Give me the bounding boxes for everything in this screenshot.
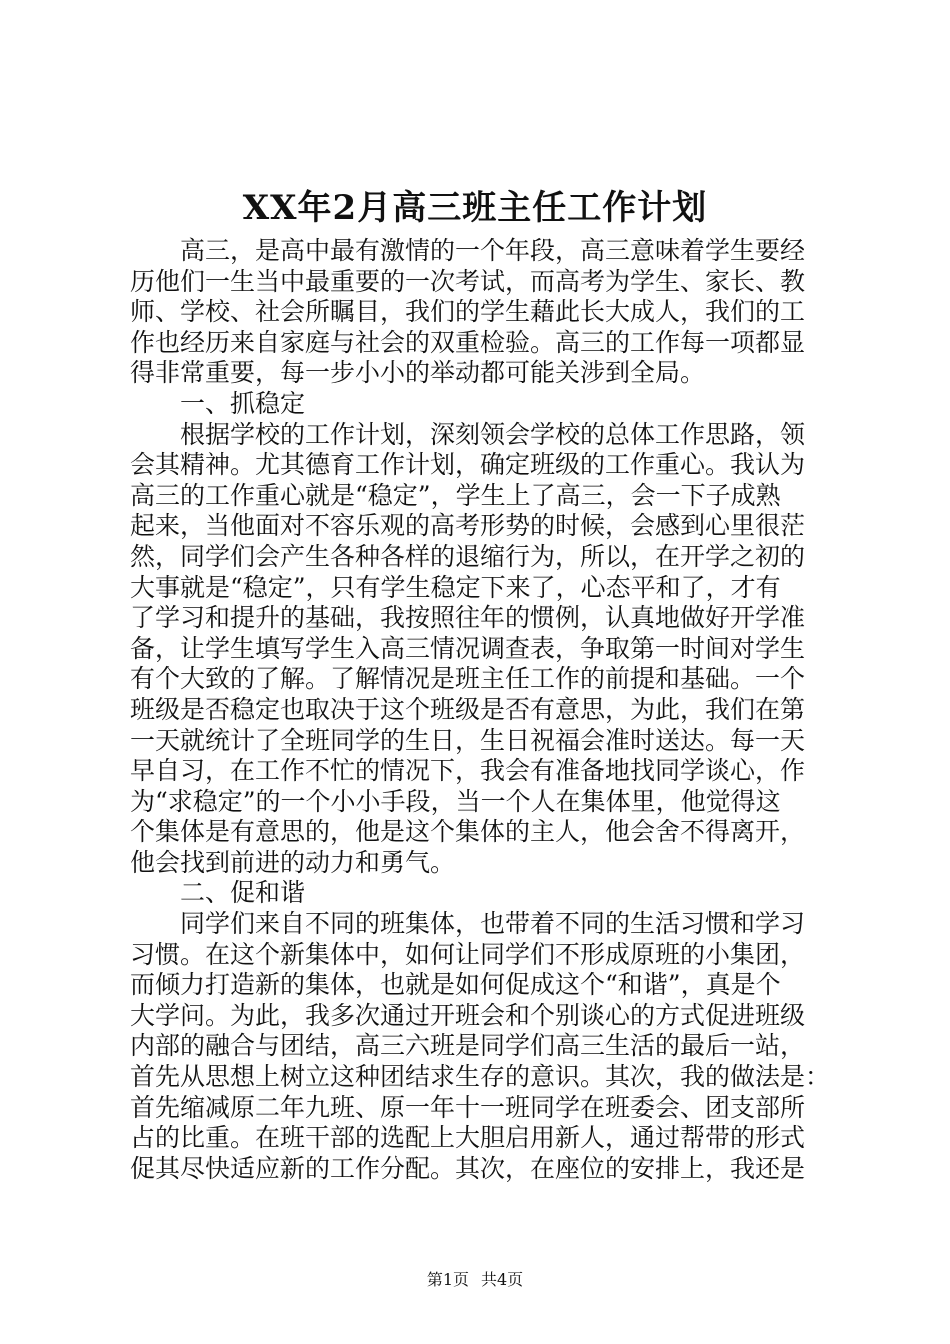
text-line: 起来，当他面对不容乐观的高考形势的时候，会感到心里很茫 bbox=[130, 511, 806, 541]
page-footer bbox=[0, 1270, 950, 1290]
text-line: 作也经历来自家庭与社会的双重检验。高三的工作每一项都显 bbox=[130, 327, 806, 357]
page-number: 第1页 bbox=[426, 1270, 469, 1289]
text-line: 高三的工作重心就是“稳定”，学生上了高三，会一下子成熟 bbox=[130, 480, 781, 510]
text-line: 大事就是“稳定”，只有学生稳定下来了，心态平和了，才有 bbox=[130, 572, 781, 602]
text-line: 师、学校、社会所瞩目，我们的学生藉此长大成人，我们的工 bbox=[130, 297, 806, 327]
text-line: 促其尽快适应新的工作分配。其次，在座位的安排上，我还是 bbox=[130, 1153, 806, 1183]
text-line: 了学习和提升的基础，我按照往年的惯例，认真地做好开学准 bbox=[130, 603, 806, 633]
text-line: 班级是否稳定也取决于这个班级是否有意思，为此，我们在第 bbox=[130, 694, 806, 724]
text-line: 占的比重。在班干部的选配上大胆启用新人，通过帮带的形式 bbox=[130, 1123, 806, 1153]
text-line: 历他们一生当中最重要的一次考试，而高考为学生、家长、教 bbox=[130, 266, 806, 296]
text-line: 高三，是高中最有激情的一个年段，高三意味着学生要经 bbox=[180, 236, 806, 265]
text-line: 二、促和谐 bbox=[180, 878, 306, 908]
document-title: XX年2月高三班主任工作计划 bbox=[242, 188, 708, 228]
text-line: 得非常重要，每一步小小的举动都可能关涉到全局。 bbox=[130, 358, 706, 388]
text-line: 而倾力打造新的集体，也就是如何促成这个“和谐”，真是个 bbox=[130, 970, 781, 1000]
text-line: 一、抓稳定 bbox=[180, 388, 306, 418]
text-line: 然，同学们会产生各种各样的退缩行为，所以，在开学之初的 bbox=[130, 541, 806, 571]
document-body bbox=[130, 236, 834, 1184]
text-line: 为“求稳定”的一个小小手段，当一个人在集体里，他觉得这 bbox=[130, 786, 781, 816]
text-line: 首先从思想上树立这种团结求生存的意识。其次，我的做法是： bbox=[130, 1062, 831, 1092]
text-line: 会其精神。尤其德育工作计划，确定班级的工作重心。我认为 bbox=[130, 450, 806, 480]
text-line: 内部的融合与团结，高三六班是同学们高三生活的最后一站， bbox=[130, 1031, 806, 1061]
text-line: 首先缩减原二年九班、原一年十一班同学在班委会、团支部所 bbox=[130, 1092, 806, 1122]
text-line: 大学问。为此，我多次通过开班会和个别谈心的方式促进班级 bbox=[130, 1000, 806, 1030]
text-line: 同学们来自不同的班集体，也带着不同的生活习惯和学习 bbox=[180, 909, 806, 939]
text-line: 一天就统计了全班同学的生日，生日祝福会准时送达。每一天 bbox=[130, 725, 806, 755]
text-line: 备，让学生填写学生入高三情况调查表，争取第一时间对学生 bbox=[130, 633, 806, 663]
text-line: 早自习，在工作不忙的情况下，我会有准备地找同学谈心，作 bbox=[130, 756, 806, 786]
text-line: 习惯。在这个新集体中，如何让同学们不形成原班的小集团， bbox=[130, 939, 806, 969]
page-total: 共4页 bbox=[481, 1270, 524, 1289]
text-line: 他会找到前进的动力和勇气。 bbox=[130, 847, 456, 877]
text-line: 根据学校的工作计划，深刻领会学校的总体工作思路，领 bbox=[180, 419, 806, 449]
text-line: 有个大致的了解。了解情况是班主任工作的前提和基础。一个 bbox=[130, 664, 806, 694]
text-line: 个集体是有意思的，他是这个集体的主人，他会舍不得离开， bbox=[130, 817, 806, 847]
